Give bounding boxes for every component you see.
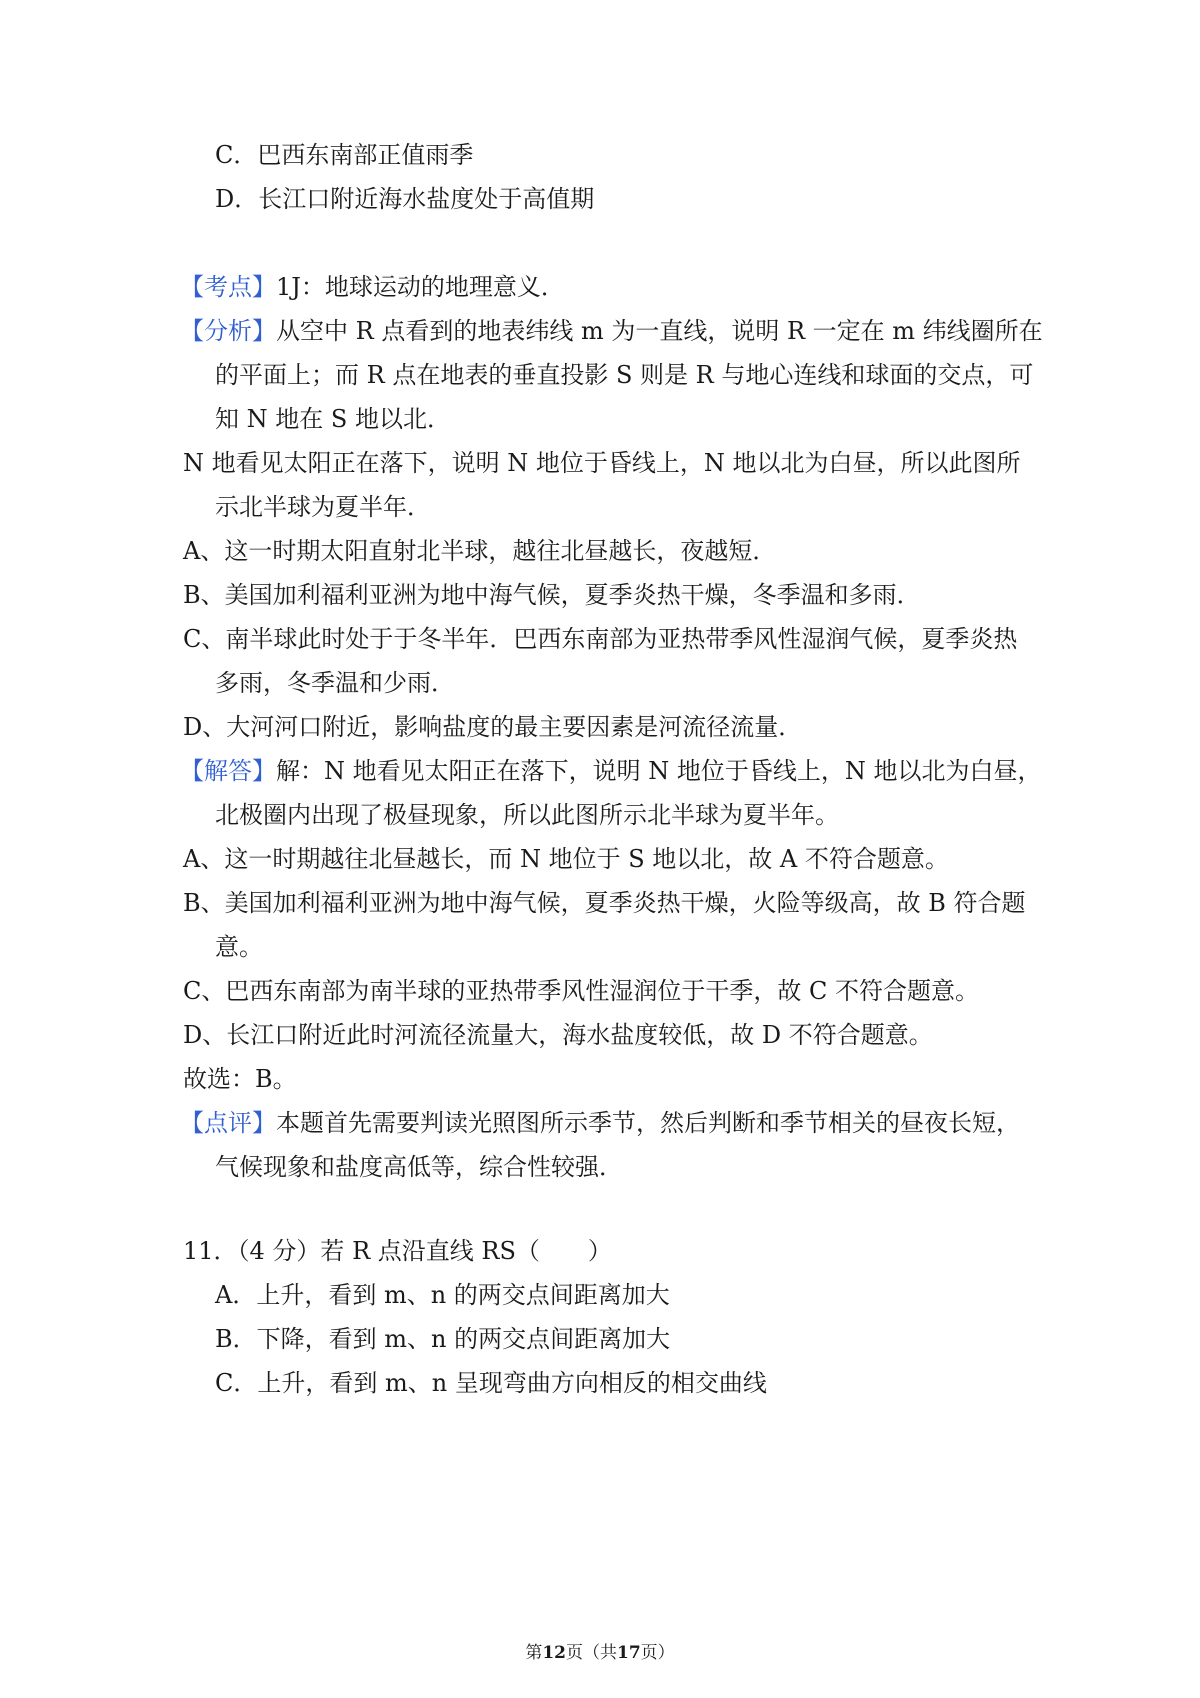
- dianping-section: [180, 1108, 1020, 1138]
- jieda-line-3: A、这一时期越往北昼越长，而 N 地位于 S 地以北，故 A 不符合题意。: [183, 845, 949, 873]
- jieda-tag: 【解答】: [180, 757, 276, 785]
- footer-middle: 页（共: [566, 1643, 617, 1663]
- footer-prefix: 第: [525, 1643, 543, 1663]
- kaodian-text: 1J：地球运动的地理意义．: [276, 273, 565, 301]
- fenxi-line-8: C、南半球此时处于于冬半年．巴西东南部为亚热带季风性湿润气候，夏季炎热: [183, 625, 1018, 653]
- jieda-line-2: 北极圈内出现了极昼现象，所以此图所示北半球为夏半年。: [215, 801, 839, 829]
- fenxi-line-10: D、大河河口附近，影响盐度的最主要因素是河流径流量．: [183, 713, 803, 741]
- jieda-answer: 故选：B。: [183, 1065, 297, 1093]
- fenxi-section: [180, 316, 1043, 346]
- question-11-option-b: B．下降，看到 m、n 的两交点间距离加大: [215, 1325, 671, 1353]
- fenxi-tag: 【分析】: [180, 317, 276, 345]
- jieda-line-1: 解：N 地看见太阳正在落下，说明 N 地位于昏线上，N 地以北为白昼，: [276, 757, 1042, 785]
- jieda-line-6: C、巴西东南部为南半球的亚热带季风性湿润位于干季，故 C 不符合题意。: [183, 977, 979, 1005]
- option-c-prev: C．巴西东南部正值雨季: [215, 141, 474, 169]
- dianping-tag: 【点评】: [180, 1109, 276, 1137]
- dianping-line-2: 气候现象和盐度高低等，综合性较强．: [215, 1153, 623, 1181]
- option-d-prev: D．长江口附近海水盐度处于高值期: [215, 185, 595, 213]
- dianping-line-1: 本题首先需要判读光照图所示季节，然后判断和季节相关的昼夜长短，: [276, 1109, 1020, 1137]
- fenxi-line-5: 示北半球为夏半年．: [215, 493, 431, 521]
- question-11-option-c: C．上升，看到 m、n 呈现弯曲方向相反的相交曲线: [215, 1369, 767, 1397]
- footer-total-pages: 17: [617, 1643, 641, 1663]
- fenxi-line-7: B、美国加利福利亚洲为地中海气候，夏季炎热干燥，冬季温和多雨．: [183, 581, 921, 609]
- kaodian-tag: 【考点】: [180, 273, 276, 301]
- fenxi-line-1: 从空中 R 点看到的地表纬线 m 为一直线，说明 R 一定在 m 纬线圈所在: [276, 317, 1043, 345]
- fenxi-line-6: A、这一时期太阳直射北半球，越往北昼越长，夜越短．: [183, 537, 777, 565]
- kaodian-section: [180, 272, 565, 302]
- footer-page-number: 12: [542, 1643, 566, 1663]
- fenxi-line-2: 的平面上；而 R 点在地表的垂直投影 S 则是 R 与地心连线和球面的交点，可: [215, 361, 1034, 389]
- fenxi-line-3: 知 N 地在 S 地以北．: [215, 405, 451, 433]
- footer-suffix: 页）: [640, 1643, 675, 1663]
- question-11-option-a: A．上升，看到 m、n 的两交点间距离加大: [215, 1281, 670, 1309]
- fenxi-line-4: N 地看见太阳正在落下，说明 N 地位于昏线上，N 地以北为白昼，所以此图所: [183, 449, 1021, 477]
- fenxi-line-9: 多雨，冬季温和少雨．: [215, 669, 455, 697]
- jieda-line-4: B、美国加利福利亚洲为地中海气候，夏季炎热干燥，火险等级高，故 B 符合题: [183, 889, 1026, 917]
- jieda-section: [180, 756, 1042, 786]
- question-11-stem: 11．（4 分）若 R 点沿直线 RS（ ）: [183, 1237, 612, 1265]
- jieda-line-5: 意。: [215, 933, 263, 961]
- page-footer: [0, 1642, 1200, 1664]
- jieda-line-7: D、长江口附近此时河流径流量大，海水盐度较低，故 D 不符合题意。: [183, 1021, 933, 1049]
